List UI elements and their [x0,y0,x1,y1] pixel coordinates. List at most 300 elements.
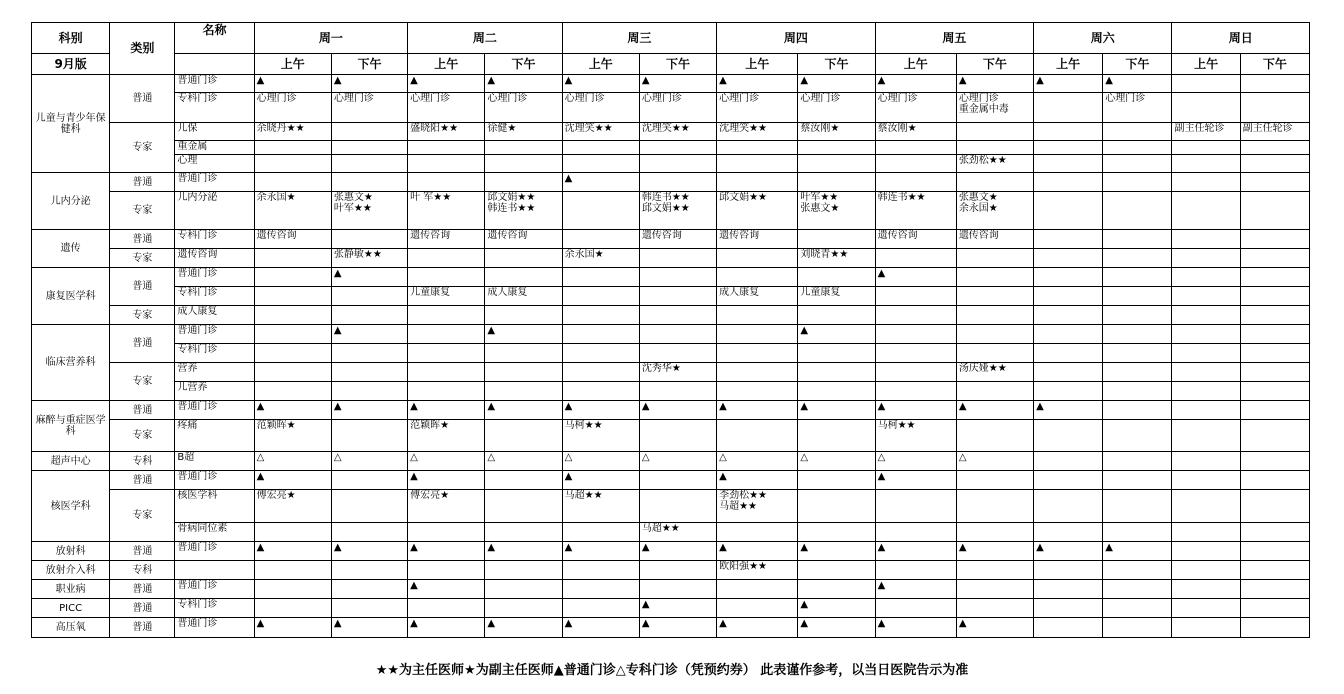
schedule-cell: ▲ [562,618,639,638]
schedule-cell [639,249,716,268]
schedule-cell [1240,420,1309,452]
table-row [32,344,1310,363]
schedule-cell [331,306,407,325]
schedule-cell [798,155,875,173]
department-cell: PICC [32,599,110,618]
schedule-cell: ▲ [798,618,875,638]
schedule-cell [1172,287,1240,306]
schedule-cell: 张静敏★★ [331,249,407,268]
schedule-cell [485,580,562,599]
schedule-cell [408,325,485,344]
schedule-cell [562,580,639,599]
day-header: 周二 [408,23,562,54]
schedule-cell [1240,173,1309,192]
schedule-cell [1103,561,1172,580]
schedule-cell [798,471,875,490]
schedule-cell [485,599,562,618]
schedule-cell: △ [254,452,331,471]
schedule-cell [254,382,331,401]
schedule-cell: ▲ [875,75,956,93]
category-cell: 专家 [110,249,175,268]
category-cell: 专家 [110,123,175,173]
schedule-cell [408,561,485,580]
pm-header: 下午 [639,54,716,75]
schedule-cell [1103,420,1172,452]
schedule-cell [717,420,798,452]
schedule-cell: ▲ [875,268,956,287]
category-cell: 专科 [110,452,175,471]
schedule-cell: ▲ [956,542,1033,561]
schedule-cell [875,325,956,344]
clinic-name-cell: 专科门诊 [175,93,254,123]
clinic-name-cell: 专科门诊 [175,599,254,618]
schedule-cell [1103,401,1172,420]
schedule-cell [1172,401,1240,420]
schedule-cell [1172,141,1240,155]
clinic-name-cell: 普通门诊 [175,401,254,420]
clinic-name-cell: 普通门诊 [175,75,254,93]
schedule-cell [639,325,716,344]
schedule-cell [1240,155,1309,173]
schedule-cell [562,287,639,306]
schedule-cell [1034,580,1103,599]
schedule-cell [717,344,798,363]
schedule-cell [1172,155,1240,173]
schedule-cell [1172,325,1240,344]
schedule-cell [639,306,716,325]
clinic-name-cell: 专科门诊 [175,230,254,249]
schedule-cell [875,382,956,401]
schedule-cell [1103,306,1172,325]
schedule-cell [1034,618,1103,638]
schedule-cell: △ [485,452,562,471]
schedule-cell [956,382,1033,401]
schedule-cell: ▲ [1103,542,1172,561]
schedule-cell: ▲ [331,75,407,93]
schedule-cell: 马超★★ [562,490,639,523]
schedule-cell: ▲ [408,401,485,420]
schedule-cell [408,344,485,363]
schedule-cell [1240,523,1309,542]
table-row [32,287,1310,306]
schedule-cell [408,173,485,192]
schedule-cell: 心理门诊 [562,93,639,123]
schedule-cell [562,192,639,230]
schedule-cell: 心理门诊 [717,93,798,123]
schedule-cell [875,363,956,382]
schedule-cell [1240,401,1309,420]
schedule-cell: ▲ [717,401,798,420]
schedule-cell: 邱文娟★★ 韩连书★★ [485,192,562,230]
schedule-body [32,75,1310,638]
schedule-cell: ▲ [717,618,798,638]
am-header: 上午 [717,54,798,75]
schedule-cell [1034,523,1103,542]
schedule-cell [875,287,956,306]
schedule-cell [1034,249,1103,268]
schedule-cell: ▲ [254,401,331,420]
schedule-cell: 心理门诊 [798,93,875,123]
schedule-cell [1034,420,1103,452]
schedule-cell [956,268,1033,287]
category-cell: 专家 [110,490,175,542]
schedule-cell: ▲ [798,542,875,561]
schedule-cell [875,141,956,155]
schedule-cell [717,306,798,325]
schedule-cell [331,580,407,599]
category-cell: 普通 [110,268,175,306]
table-row [32,490,1310,523]
schedule-cell [717,599,798,618]
schedule-cell: 遗传咨询 [717,230,798,249]
schedule-cell [1172,542,1240,561]
clinic-name-cell: 儿营养 [175,382,254,401]
schedule-cell [798,230,875,249]
version-label: 9月版 [32,54,110,75]
dept-header: 科别 [32,23,110,54]
schedule-cell [956,490,1033,523]
schedule-cell [956,344,1033,363]
schedule-cell: ▲ [1103,75,1172,93]
am-header: 上午 [562,54,639,75]
schedule-cell [639,344,716,363]
schedule-cell: △ [639,452,716,471]
schedule-cell [875,599,956,618]
pm-header: 下午 [1240,54,1309,75]
schedule-cell: 徐健★ [485,123,562,141]
schedule-cell [717,363,798,382]
schedule-cell: ▲ [639,618,716,638]
clinic-name-cell: 普通门诊 [175,542,254,561]
schedule-cell [798,420,875,452]
schedule-cell [1172,249,1240,268]
clinic-name-cell: 核医学科 [175,490,254,523]
schedule-cell [408,523,485,542]
schedule-cell [1034,268,1103,287]
schedule-cell: ▲ [639,401,716,420]
pm-header: 下午 [956,54,1033,75]
schedule-cell [1103,618,1172,638]
schedule-cell [1034,561,1103,580]
table-row [32,306,1310,325]
category-cell: 专家 [110,192,175,230]
pm-header: 下午 [331,54,407,75]
schedule-cell [1172,93,1240,123]
schedule-cell: 叶军★★ 张惠文★ [798,192,875,230]
schedule-cell: ▲ [875,580,956,599]
day-header: 周四 [717,23,875,54]
schedule-cell [1172,363,1240,382]
name-header-blank [175,54,254,75]
schedule-cell: 遗传咨询 [408,230,485,249]
schedule-cell [798,268,875,287]
category-cell: 专家 [110,420,175,452]
category-cell: 普通 [110,580,175,599]
schedule-cell [875,561,956,580]
schedule-cell [254,561,331,580]
schedule-cell [1103,344,1172,363]
schedule-cell: 沈理笑★★ [717,123,798,141]
schedule-cell: ▲ [331,542,407,561]
category-cell: 普通 [110,173,175,192]
schedule-cell [408,249,485,268]
schedule-cell [331,173,407,192]
table-row [32,561,1310,580]
schedule-cell: 沈理笑★★ [639,123,716,141]
clinic-name-cell: 专科门诊 [175,287,254,306]
schedule-cell [1172,306,1240,325]
schedule-cell: 成人康复 [717,287,798,306]
schedule-cell [254,363,331,382]
schedule-cell [956,123,1033,141]
schedule-cell: ▲ [254,618,331,638]
schedule-cell [1240,93,1309,123]
schedule-cell: ▲ [485,75,562,93]
schedule-cell: 张惠文★ 余永国★ [956,192,1033,230]
schedule-cell [639,580,716,599]
type-header: 类别 [110,23,175,75]
table-row [32,141,1310,155]
schedule-cell [485,490,562,523]
table-row [32,325,1310,344]
am-header: 上午 [1034,54,1103,75]
schedule-cell [331,561,407,580]
schedule-cell [956,325,1033,344]
day-header: 周六 [1034,23,1172,54]
clinic-name-cell: 普通门诊 [175,268,254,287]
schedule-cell [562,599,639,618]
schedule-cell [639,287,716,306]
schedule-cell [485,306,562,325]
schedule-cell: ▲ [717,471,798,490]
clinic-name-cell: 营养 [175,363,254,382]
day-header: 周一 [254,23,407,54]
schedule-cell [254,344,331,363]
department-cell: 高压氧 [32,618,110,638]
schedule-cell [408,155,485,173]
schedule-cell [639,490,716,523]
schedule-cell: 儿童康复 [408,287,485,306]
category-cell: 普通 [110,325,175,363]
department-cell: 超声中心 [32,452,110,471]
schedule-cell: 马柯★★ [875,420,956,452]
table-row [32,542,1310,561]
schedule-cell [562,363,639,382]
schedule-cell [254,580,331,599]
schedule-cell [254,523,331,542]
schedule-cell [254,268,331,287]
schedule-cell [717,141,798,155]
schedule-cell [485,155,562,173]
schedule-cell [798,344,875,363]
schedule-cell: ▲ [639,75,716,93]
schedule-cell: 马柯★★ [562,420,639,452]
table-row [32,401,1310,420]
schedule-cell [798,523,875,542]
am-header: 上午 [875,54,956,75]
schedule-cell: △ [331,452,407,471]
table-row [32,580,1310,599]
schedule-cell [798,490,875,523]
category-cell: 普通 [110,471,175,490]
schedule-cell [331,230,407,249]
schedule-cell [331,490,407,523]
schedule-cell [331,599,407,618]
schedule-cell [956,561,1033,580]
am-header: 上午 [1172,54,1240,75]
schedule-cell [1240,363,1309,382]
schedule-cell [562,155,639,173]
schedule-cell [485,382,562,401]
schedule-cell [485,141,562,155]
schedule-cell [1034,287,1103,306]
day-header: 周日 [1172,23,1310,54]
schedule-cell: ▲ [717,75,798,93]
category-cell: 专家 [110,363,175,401]
schedule-cell [1240,561,1309,580]
schedule-cell: 心理门诊 [331,93,407,123]
schedule-cell [1172,490,1240,523]
department-cell: 核医学科 [32,471,110,542]
schedule-cell [875,173,956,192]
schedule-cell: 傅宏亮★ [254,490,331,523]
category-cell: 普通 [110,401,175,420]
schedule-cell [717,580,798,599]
clinic-name-cell: 儿内分泌 [175,192,254,230]
table-row [32,268,1310,287]
schedule-cell [485,420,562,452]
schedule-cell [408,599,485,618]
schedule-cell: ▲ [562,471,639,490]
schedule-cell [1240,542,1309,561]
schedule-cell [1240,325,1309,344]
schedule-cell: ▲ [485,401,562,420]
schedule-cell: ▲ [485,325,562,344]
schedule-cell: ▲ [408,618,485,638]
schedule-cell [408,268,485,287]
schedule-cell [1034,452,1103,471]
schedule-cell: ▲ [408,580,485,599]
schedule-cell [717,268,798,287]
schedule-cell: ▲ [562,173,639,192]
schedule-cell: ▲ [331,401,407,420]
schedule-cell [1034,344,1103,363]
schedule-cell: ▲ [798,75,875,93]
schedule-cell [1034,599,1103,618]
schedule-cell: △ [875,452,956,471]
schedule-cell: 范颖晖★ [408,420,485,452]
table-row [32,523,1310,542]
schedule-cell [639,471,716,490]
schedule-cell: ▲ [408,542,485,561]
schedule-cell [1103,382,1172,401]
am-header: 上午 [254,54,331,75]
table-row [32,452,1310,471]
table-row [32,420,1310,452]
schedule-cell [331,523,407,542]
schedule-cell [562,344,639,363]
schedule-cell [639,155,716,173]
day-header: 周五 [875,23,1033,54]
schedule-cell [1034,123,1103,141]
schedule-cell [1240,192,1309,230]
schedule-cell: 遗传咨询 [639,230,716,249]
schedule-cell: ▲ [562,401,639,420]
schedule-cell [798,363,875,382]
department-cell: 儿童与青少年保健科 [32,75,110,173]
schedule-cell [331,287,407,306]
schedule-cell [1103,471,1172,490]
schedule-cell [331,363,407,382]
schedule-cell: 欧阳强★★ [717,561,798,580]
schedule-cell [562,561,639,580]
schedule-cell: 心理门诊 重金属中毒 [956,93,1033,123]
schedule-cell: ▲ [331,325,407,344]
pm-header: 下午 [1103,54,1172,75]
schedule-cell [1034,155,1103,173]
schedule-cell [1103,599,1172,618]
schedule-cell: ▲ [408,471,485,490]
schedule-cell [1172,618,1240,638]
schedule-cell [562,306,639,325]
schedule-cell: ▲ [639,542,716,561]
clinic-name-cell: 骨病同位素 [175,523,254,542]
schedule-cell [875,155,956,173]
schedule-cell: 傅宏亮★ [408,490,485,523]
schedule-cell [1172,599,1240,618]
schedule-cell [639,268,716,287]
schedule-cell [331,420,407,452]
schedule-cell [717,382,798,401]
schedule-cell [639,561,716,580]
category-cell: 专家 [110,306,175,325]
schedule-cell: ▲ [331,618,407,638]
schedule-cell [331,382,407,401]
schedule-cell [1172,561,1240,580]
table-row [32,192,1310,230]
schedule-cell: ▲ [875,471,956,490]
schedule-cell [1172,344,1240,363]
schedule-cell [956,599,1033,618]
category-cell: 普通 [110,599,175,618]
clinic-name-cell: 重金属 [175,141,254,155]
schedule-cell: 范颖晖★ [254,420,331,452]
schedule-cell [1240,306,1309,325]
schedule-cell: ▲ [798,401,875,420]
schedule-cell [331,141,407,155]
schedule-cell: 心理门诊 [639,93,716,123]
schedule-cell [1034,490,1103,523]
schedule-cell [1034,363,1103,382]
schedule-cell [798,561,875,580]
table-row [32,618,1310,638]
table-row [32,123,1310,141]
schedule-cell: ▲ [956,75,1033,93]
schedule-cell: ▲ [875,401,956,420]
table-row [32,471,1310,490]
pm-header: 下午 [798,54,875,75]
schedule-cell: ▲ [956,618,1033,638]
schedule-cell [798,580,875,599]
schedule-cell: 余永国★ [562,249,639,268]
schedule-cell [1172,75,1240,93]
schedule-cell: 心理门诊 [1103,93,1172,123]
schedule-cell [1103,490,1172,523]
schedule-cell [1034,192,1103,230]
clinic-name-cell: 遗传咨询 [175,249,254,268]
schedule-cell: △ [717,452,798,471]
clinic-name-cell: 专科门诊 [175,344,254,363]
